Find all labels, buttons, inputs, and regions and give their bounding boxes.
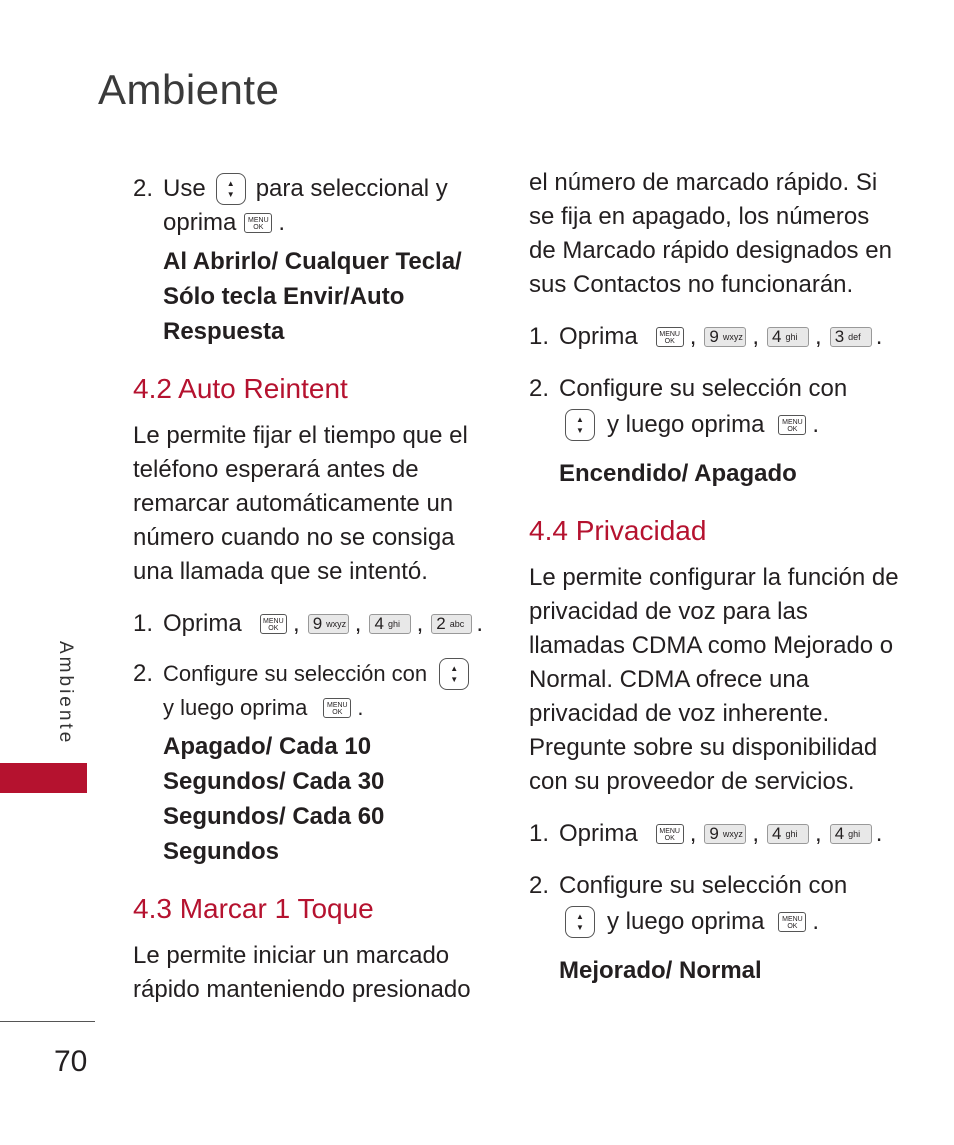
section-body-4-3: Le permite iniciar un marcado rápido manteniendo presionado: [133, 942, 471, 1003]
sidebar-tab-marker: [0, 763, 87, 793]
section-body-4-2: Le permite fijar el tiempo que el teléfono esperará antes de remarcar automáticamente un número cuando no se consiga una llamada que se intentó.: [133, 422, 468, 585]
step-2-intro: 2. Use ▲ ▼ para seleccional y oprima MENU OK .: [133, 172, 483, 240]
nav-key-icon: ▲ ▼: [216, 173, 246, 205]
section-heading-4-2: 4.2 Auto Reintent: [133, 373, 348, 404]
options-on-off: Encendido/ Apagado: [559, 460, 797, 487]
nav-key-icon: ▲ ▼: [439, 658, 469, 690]
section-heading-4-4: 4.4 Privacidad: [529, 515, 707, 546]
left-column: [133, 172, 483, 1007]
options-privacy: Mejorado/ Normal: [559, 957, 762, 984]
key-2-icon: 2 abc: [431, 614, 472, 634]
section-body-4-4: Le permite configurar la función de privacidad de voz para las llamadas CDMA como Mejorado o Normal. CDMA ofrece una privacidad de voz inherente. Pregunte sobre su disponibilidad con su proveedor de servicios.: [529, 564, 899, 795]
sidebar-section-label: Ambiente: [55, 641, 76, 746]
nav-key-icon: ▲ ▼: [565, 906, 595, 938]
key-4-icon: 4 ghi: [369, 614, 410, 634]
step-text: Use: [163, 175, 206, 202]
options-answer-modes: Al Abrirlo/ Cualquer Tecla/ Sólo tecla Envir/Auto Respuesta: [163, 248, 462, 345]
key-4-icon: 4 ghi: [830, 824, 872, 844]
key-9-icon: 9 wxyz: [704, 327, 746, 347]
right-column: [529, 166, 899, 988]
menu-ok-key-icon: MENU OK: [323, 698, 351, 718]
key-9-icon: 9 wxyz: [704, 824, 746, 844]
menu-ok-key-icon: MENU OK: [244, 213, 272, 233]
menu-ok-key-icon: MENU OK: [778, 912, 806, 932]
options-retry-intervals: Apagado/ Cada 10 Segundos/ Cada 30 Segundos/ Cada 60 Segundos: [163, 733, 385, 865]
key-4-icon: 4 ghi: [767, 824, 809, 844]
section-heading-4-3: 4.3 Marcar 1 Toque: [133, 893, 374, 924]
key-4-icon: 4 ghi: [767, 327, 809, 347]
menu-ok-key-icon: MENU OK: [656, 824, 684, 844]
step-number: 2.: [133, 175, 154, 202]
menu-ok-key-icon: MENU OK: [778, 415, 806, 435]
step-2-4-2: 2. Configure su selección con ▲ ▼ y luego oprima MENU OK .: [133, 657, 483, 725]
step-1-4-2: 1. Oprima MENU OK , 9 wxyz , 4 ghi , 2 abc .: [133, 610, 483, 637]
footer-rule: [0, 1021, 95, 1022]
step-text: oprima: [163, 209, 237, 236]
step-1-4-3: 1. Oprima MENU OK , 9 wxyz , 4 ghi , 3 def .: [529, 323, 883, 350]
nav-key-icon: ▲ ▼: [565, 409, 595, 441]
step-text: para seleccional y: [255, 175, 448, 202]
menu-ok-key-icon: MENU OK: [260, 614, 287, 634]
key-3-icon: 3 def: [830, 327, 872, 347]
page-title: Ambiente: [98, 66, 280, 113]
step-2-4-4: 2. Configure su selección con ▲ ▼ y luego oprima MENU OK .: [529, 869, 899, 939]
page-number: 70: [54, 1045, 88, 1078]
section-body-4-3-continued: el número de marcado rápido. Si se fija en apagado, los números de Marcado rápido designados en sus Contactos no funcionarán.: [529, 169, 892, 298]
step-2-4-3: 2. Configure su selección con ▲ ▼ y luego oprima MENU OK .: [529, 372, 899, 442]
menu-ok-key-icon: MENU OK: [656, 327, 684, 347]
step-1-4-4: 1. Oprima MENU OK , 9 wxyz , 4 ghi , 4 ghi .: [529, 820, 883, 847]
key-9-icon: 9 wxyz: [308, 614, 349, 634]
